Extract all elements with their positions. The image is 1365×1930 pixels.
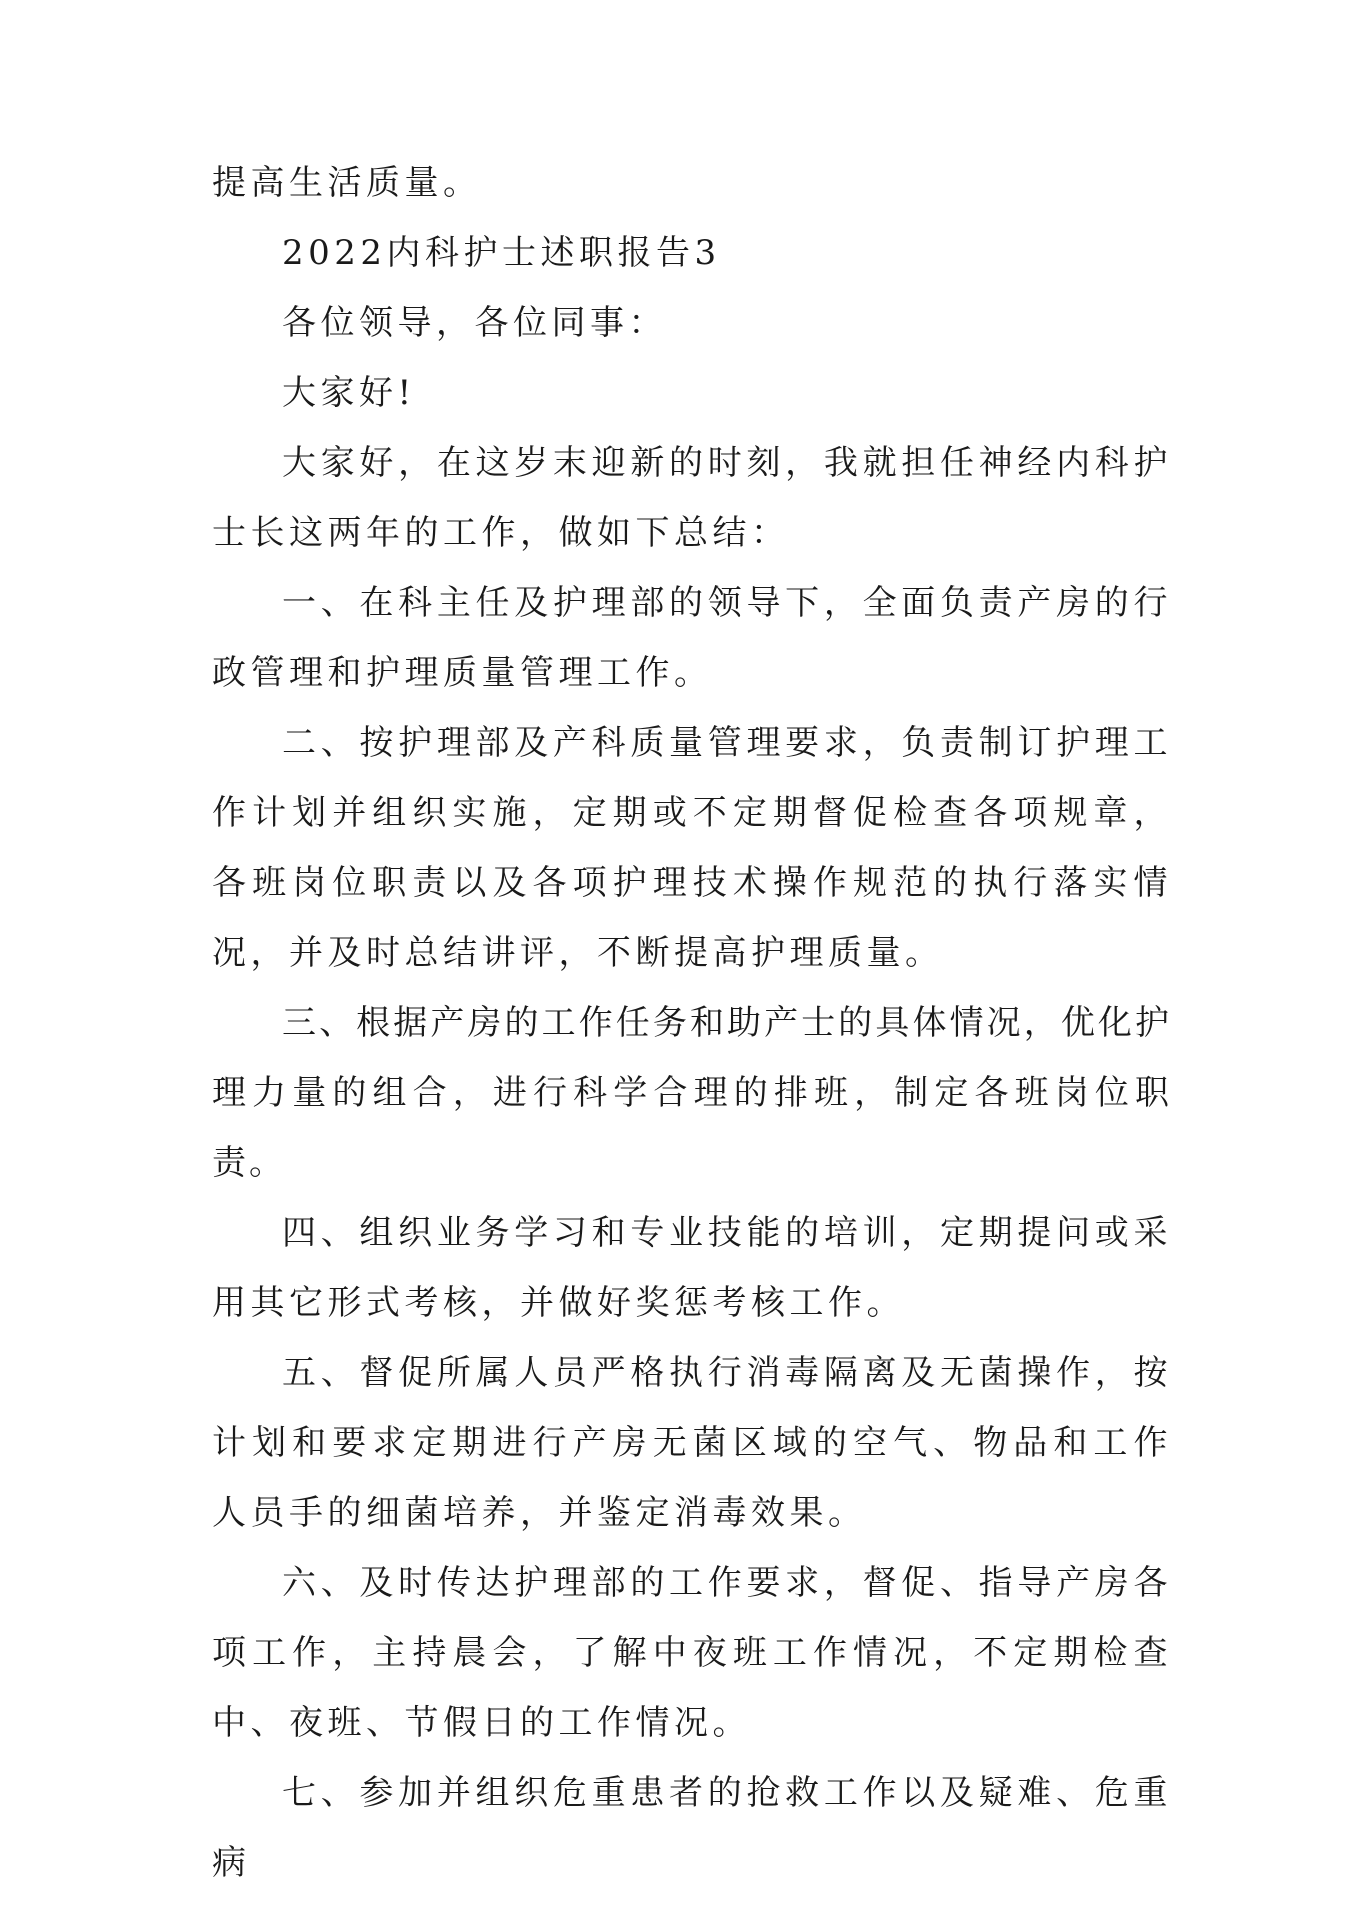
paragraph-item-5: 五、督促所属人员严格执行消毒隔离及无菌操作，按计划和要求定期进行产房无菌区域的空气、物品和工作人员手的细菌培养，并鉴定消毒效果。 [212,1353,1172,1533]
paragraph-item-7: 七、参加并组织危重患者的抢救工作以及疑难、危重病 [212,1773,1172,1883]
paragraph-item-4: 四、组织业务学习和专业技能的培训，定期提问或采用其它形式考核，并做好奖惩考核工作。 [212,1213,1172,1323]
greeting: 大家好! [282,373,416,413]
report-heading: 2022内科护士述职报告3 [282,233,721,273]
paragraph-item-1: 一、在科主任及护理部的领导下，全面负责产房的行政管理和护理质量管理工作。 [212,583,1172,693]
paragraph-intro: 大家好，在这岁末迎新的时刻，我就担任神经内科护士长这两年的工作，做如下总结： [212,443,1172,553]
document-body [212,148,1172,1898]
paragraph-item-6: 六、及时传达护理部的工作要求，督促、指导产房各项工作，主持晨会，了解中夜班工作情况，不定期检查中、夜班、节假日的工作情况。 [212,1563,1172,1743]
paragraph-item-3: 三、根据产房的工作任务和助产士的具体情况，优化护理力量的组合，进行科学合理的排班，制定各班岗位职责。 [212,1003,1172,1183]
salutation: 各位领导，各位同事： [282,303,667,343]
paragraph-continuation: 提高生活质量。 [212,163,482,203]
paragraph-item-2: 二、按护理部及产科质量管理要求，负责制订护理工作计划并组织实施，定期或不定期督促检查各项规章，各班岗位职责以及各项护理技术操作规范的执行落实情况，并及时总结讲评，不断提高护理质量。 [212,723,1172,973]
